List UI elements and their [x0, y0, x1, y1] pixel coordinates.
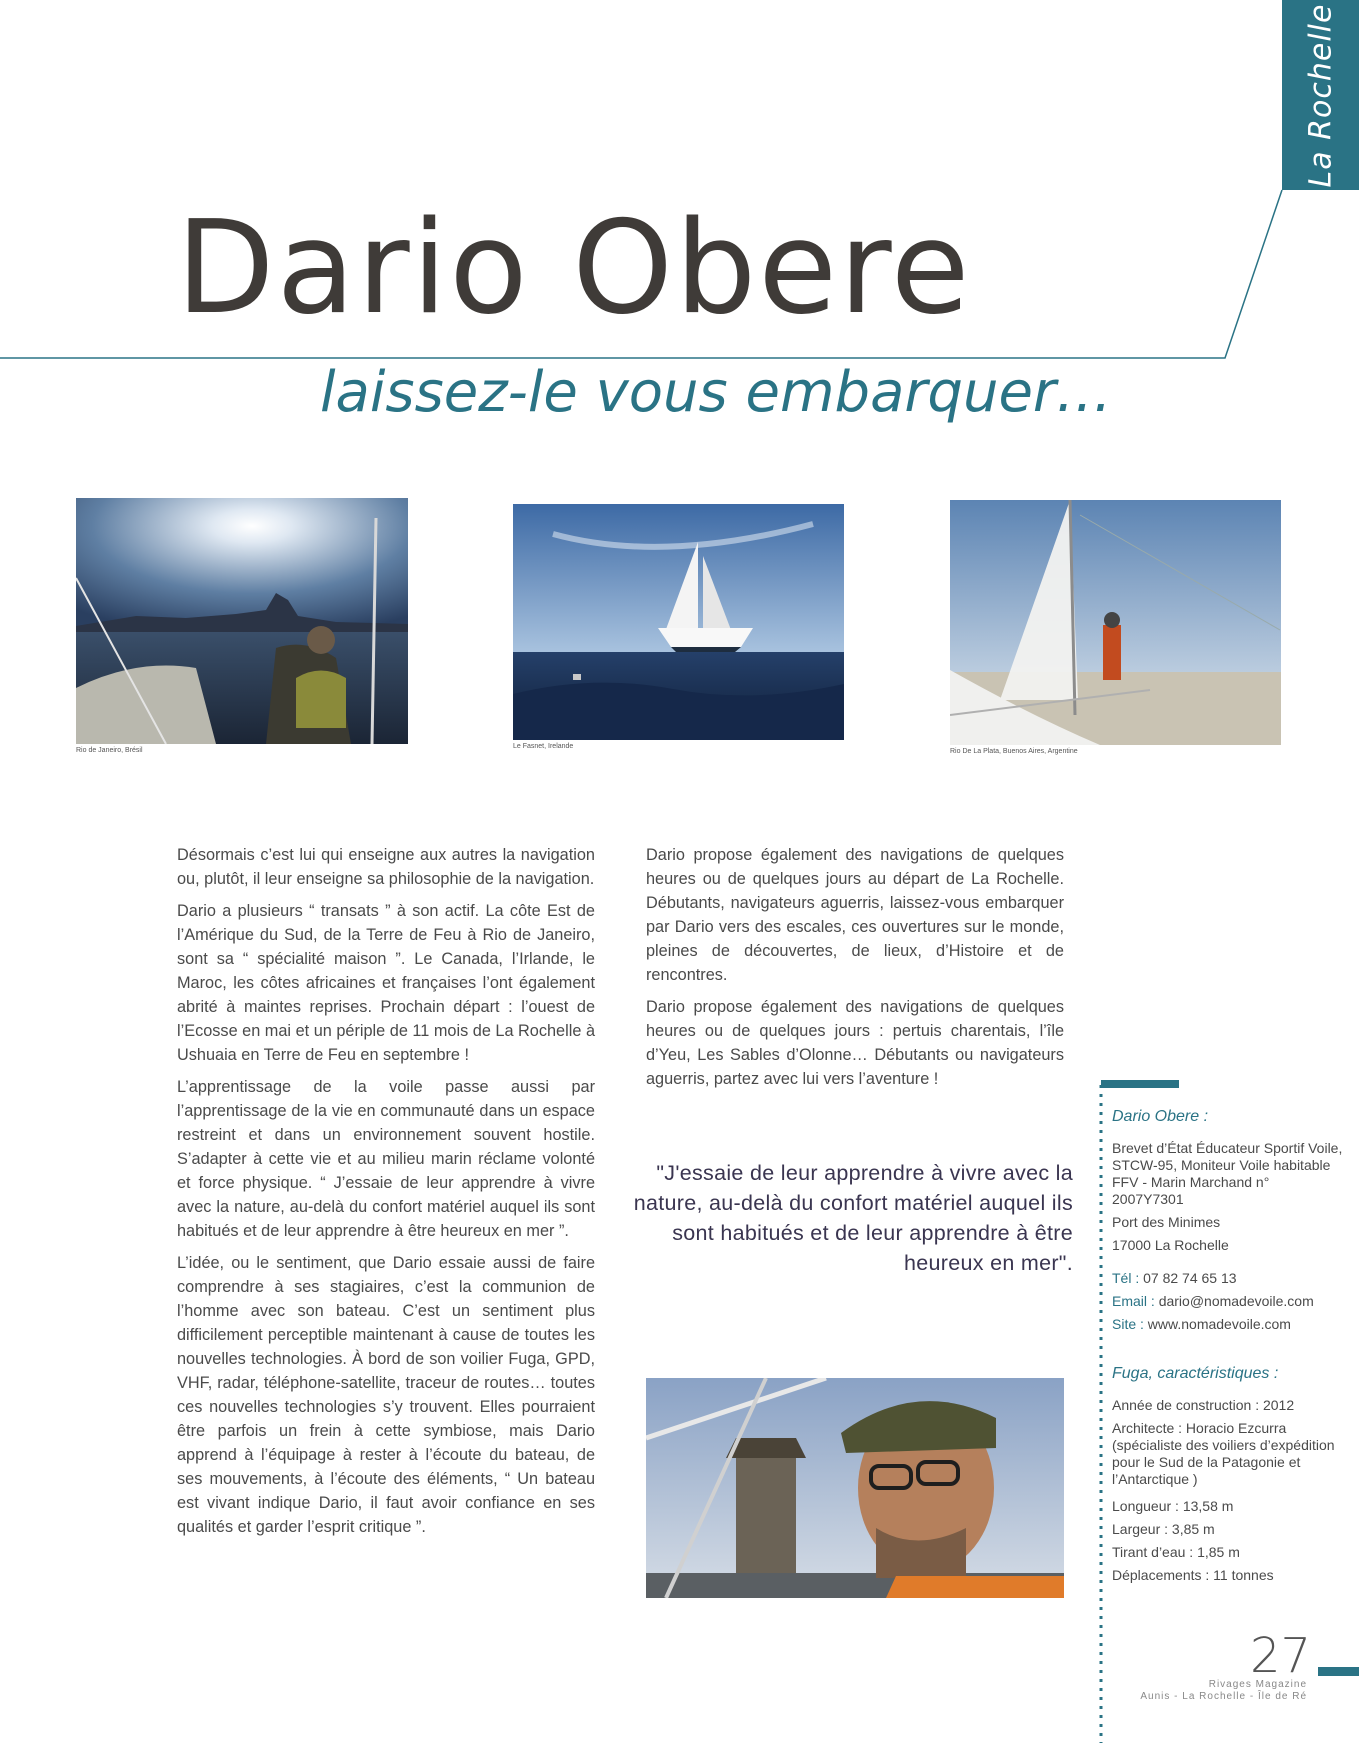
phone-label: Tél : — [1112, 1270, 1140, 1286]
section-tab-label: La Rochelle — [1303, 3, 1338, 187]
address-line: Port des Minimes — [1112, 1214, 1221, 1230]
email-label: Email : — [1112, 1293, 1155, 1309]
photo-caption: Rio De La Plata, Buenos Aires, Argentine — [950, 748, 1078, 755]
article-paragraph: Dario propose également des navigations de quelques heures ou de quelques jours au départ de La Rochelle. Débutants, navigateurs aguerris, laissez-vous embarquer par Dario vers des escales, ces ouvertures sur le monde, pleines de découvertes, de lieux, d’Histoire et de rencontres. — [646, 846, 1064, 984]
site-link[interactable]: www.nomadevoile.com — [1147, 1316, 1291, 1332]
photo-portrait-dario — [646, 1378, 1064, 1598]
photo-caption: Rio de Janeiro, Brésil — [76, 747, 143, 754]
phone-value: 07 82 74 65 13 — [1143, 1270, 1237, 1286]
photo-rio-de-janeiro — [76, 498, 408, 744]
page-title: Dario Obere — [176, 194, 972, 343]
boat-length: Longueur : 13,58 m — [1112, 1498, 1234, 1514]
pull-quote: "J'essaie de leur apprendre à vivre avec la nature, au-delà du confort matériel auquel ils sont habitués et de leur apprendre à être heureux en mer". — [633, 1161, 1073, 1275]
contact-email — [1112, 1293, 1344, 1310]
contact-site — [1112, 1316, 1344, 1333]
page-subtitle: laissez-le vous embarquer… — [320, 360, 1112, 425]
boat-year: Année de construction : 2012 — [1112, 1397, 1295, 1413]
article-column-left — [177, 843, 595, 1547]
photo-le-fasnet — [513, 504, 844, 740]
article-paragraph: Dario propose également des navigations de quelques heures ou de quelques jours : pertuis charentais, l’île d’Yeu, Les Sables d’Olonne… Débutants ou navigateurs aguerris, partez avec lui vers l’aventure ! — [646, 998, 1064, 1088]
boat-architect: Architecte : Horacio Ezcurra (spécialiste des voiliers d’expédition pour le Sud de la Patagonie et l’Antarctique ) — [1112, 1420, 1335, 1487]
boat-width: Largeur : 3,85 m — [1112, 1521, 1215, 1537]
boat-draft: Tirant d’eau : 1,85 m — [1112, 1544, 1240, 1560]
article-paragraph: Désormais c’est lui qui enseigne aux autres la navigation ou, plutôt, il leur enseigne sa philosophie de la navigation. — [177, 846, 595, 888]
article-paragraph: L’apprentissage de la voile passe aussi par l’apprentissage de la vie en communauté dans un espace restreint et dans un environnement souvent hostile. S’adapter à cette vie et au milieu marin réclame volonté et force physique. “ J’essaie de leur apprendre à vivre avec la nature, au-delà du confort matériel auquel ils sont habitués et de leur apprendre à être heureux en mer ”. — [177, 1078, 595, 1240]
email-link[interactable]: dario@nomadevoile.com — [1158, 1293, 1314, 1309]
contact-heading: Dario Obere : — [1112, 1108, 1209, 1125]
boat-displacement: Déplacements : 11 tonnes — [1112, 1567, 1274, 1583]
photo-caption: Le Fasnet, Irelande — [513, 743, 574, 750]
page-number: 27 — [1250, 1628, 1312, 1684]
contact-phone — [1112, 1270, 1344, 1287]
section-tab — [1282, 0, 1359, 190]
magazine-name: Rivages Magazine — [1208, 1679, 1307, 1690]
address-line: 17000 La Rochelle — [1112, 1237, 1229, 1253]
article-paragraph: Dario a plusieurs “ transats ” à son actif. La côte Est de l’Amérique du Sud, de la Terre de Feu à Rio de Janeiro, sont sa “ spécialité maison ”. Le Canada, l’Irlande, le Maroc, les côtes africaines et françaises l’ont également abrité à maintes reprises. Prochain départ : l’ouest de l’Ecosse en mai et un périple de 11 mois de La Rochelle à Ushuaia en Terre de Feu en septembre ! — [177, 902, 595, 1064]
boat-heading: Fuga, caractéristiques : — [1112, 1365, 1279, 1382]
photo-rio-de-la-plata — [950, 500, 1281, 745]
article-column-right — [646, 843, 1064, 1099]
article-paragraph: L’idée, ou le sentiment, que Dario essaie aussi de faire comprendre à ses stagiaires, c’est la communion de l’homme avec son bateau. C’est un sentiment plus difficilement perceptible maintenant à cause de toutes les nouvelles technologies. À bord de son voilier Fuga, GPD, VHF, radar, téléphone-satellite, traceur de routes… toutes ces nouvelles technologies s’y trouvent. Elles pourraient être parfois un frein à cette symbiose, mais Dario apprend à l’équipage à rester à l’écoute du bateau, de ses mouvements, à l’écoute des éléments, “ Un bateau est vivant indique Dario, il faut avoir confiance en ses qualités et garder l’esprit critique ”. — [177, 1254, 595, 1536]
site-label: Site : — [1112, 1316, 1144, 1332]
magazine-locations: Aunis - La Rochelle - Île de Ré — [1140, 1691, 1307, 1702]
info-sidebar — [1112, 1108, 1344, 1590]
qualifications: Brevet d’État Éducateur Sportif Voile, STCW-95, Moniteur Voile habitable FFV - Marin Marchand n° 2007Y7301 — [1112, 1140, 1343, 1207]
